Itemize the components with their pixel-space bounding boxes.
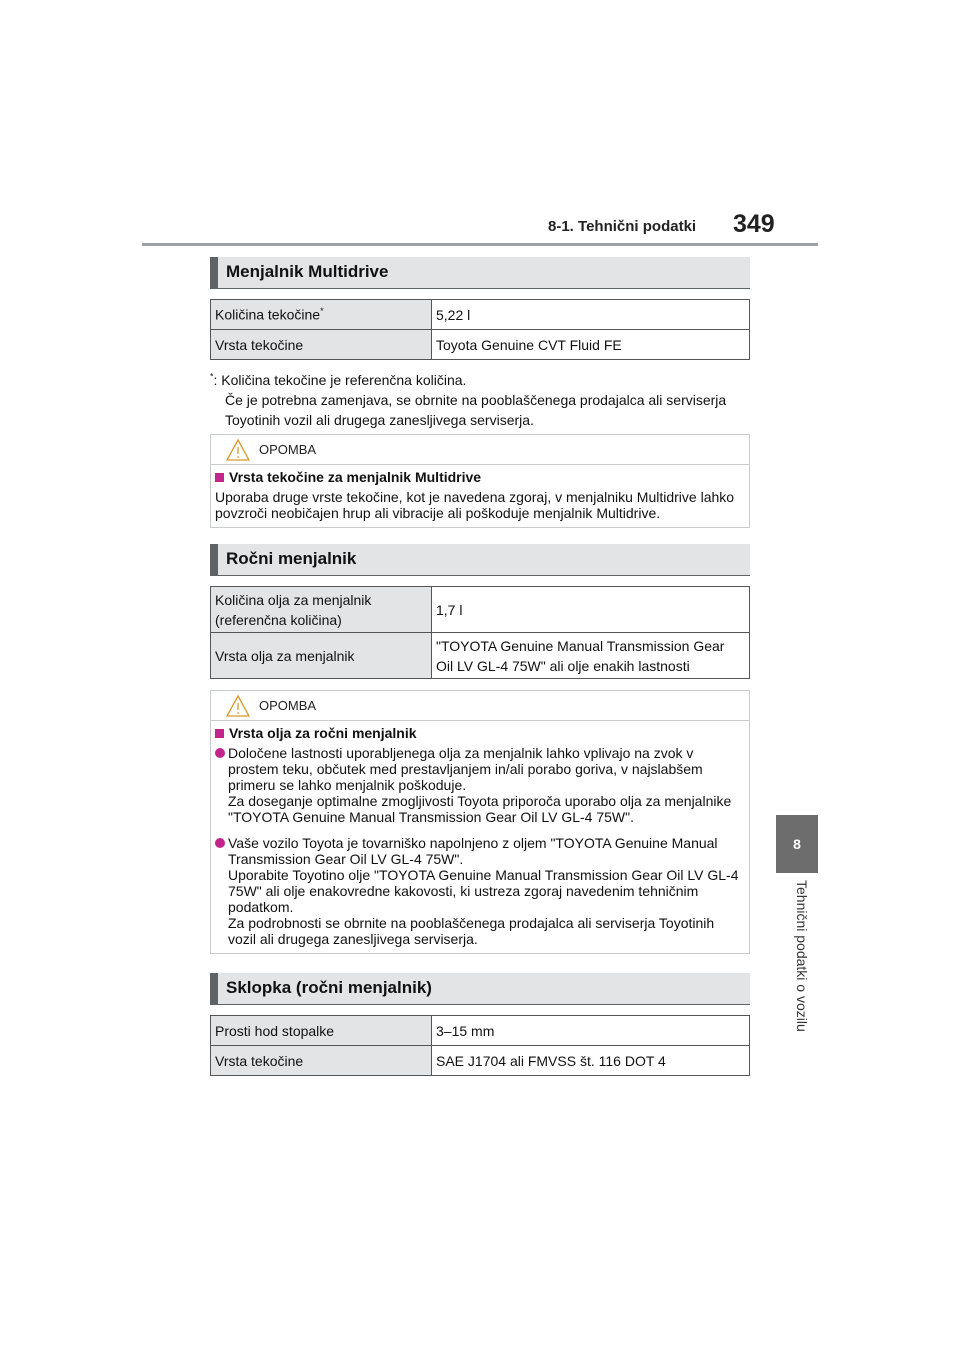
footnote-mark: * xyxy=(320,306,324,317)
page-number: 349 xyxy=(733,210,775,238)
spec-value: 5,22 l xyxy=(432,300,750,330)
table-row xyxy=(211,633,750,679)
caution-label: OPOMBA xyxy=(259,442,317,457)
header-rule xyxy=(142,243,818,246)
caution-text: Uporaba druge vrste tekočine, kot je navedena zgoraj, v menjalniku Multidrive lahko povzroči neobičajen hrup ali vibracije ali poškoduje menjalnik Multidrive. xyxy=(215,489,735,521)
spec-key: Količina olja za menjalnik (referenčna količina) xyxy=(211,587,432,633)
chapter-number: 8 xyxy=(793,836,801,852)
list-item: Vaše vozilo Toyota je tovarniško napolnjeno z oljem "TOYOTA Genuine Manual Transmission Gear Oil LV GL-4 75W". Uporabite Toyotino olje "TOYOTA Genuine Manual Transmission Gear Oil LV GL-4 75W" ali olje enakovredne kakovosti, ki ustreza zgoraj navedenim tehničnim podatkom. Za podrobnosti se obrnite na pooblaščenega prodajalca ali serviserja Toyotinih vozil ali drugega zanesljivega serviserja. xyxy=(215,835,745,947)
caution-subtitle: Vrsta olja za ročni menjalnik xyxy=(215,725,745,741)
footnote: *: Količina tekočine je referenčna količina. Če je potrebna zamenjava, se obrnite na pooblaščenega prodajalca ali serviserja Toyotinih vozil ali drugega zanesljivega serviserja. xyxy=(210,371,727,428)
section-header-manual: Ročni menjalnik xyxy=(210,544,750,576)
spec-key: Prosti hod stopalke xyxy=(211,1016,432,1046)
list-item: Določene lastnosti uporabljenega olja za menjalnik lahko vplivajo na zvok v prostem teku, občutek med prestavljanjem in/ali porabo goriva, v najslabšem primeru se lahko menjalnik poškoduje. Za doseganje optimalne zmogljivosti Toyota priporoča uporabo olja za menjalnike "TOYOTA Genuine Manual Transmission Gear Oil LV GL-4 75W". xyxy=(215,745,745,825)
spec-key: Vrsta tekočine xyxy=(211,1046,432,1076)
table-row xyxy=(211,1016,750,1046)
spec-key: Vrsta olja za menjalnik xyxy=(211,633,432,679)
square-bullet-icon xyxy=(215,473,224,482)
round-bullet-icon xyxy=(215,748,225,758)
square-bullet-icon xyxy=(215,729,224,738)
caution-label: OPOMBA xyxy=(259,698,317,713)
section-header-multidrive: Menjalnik Multidrive xyxy=(210,257,750,289)
spec-key: Vrsta tekočine xyxy=(211,330,432,360)
caution-subtitle: Vrsta tekočine za menjalnik Multidrive xyxy=(215,469,745,485)
spec-value: 1,7 l xyxy=(432,587,750,633)
spec-value: Toyota Genuine CVT Fluid FE xyxy=(432,330,750,360)
round-bullet-icon xyxy=(215,838,225,848)
spec-table-manual xyxy=(210,586,750,679)
section-title: 8-1. Tehnični podatki xyxy=(548,218,697,235)
spec-value: SAE J1704 ali FMVSS št. 116 DOT 4 xyxy=(432,1046,750,1076)
warning-triangle-icon xyxy=(225,694,251,718)
spec-value: "TOYOTA Genuine Manual Transmission Gear Oil LV GL-4 75W" ali olje enakih lastnosti xyxy=(432,633,750,679)
caution-box-manual xyxy=(210,690,750,954)
caution-box-multidrive xyxy=(210,434,750,528)
spec-table-multidrive xyxy=(210,299,750,360)
table-row xyxy=(211,1046,750,1076)
spec-key: Količina tekočine* xyxy=(211,300,432,330)
warning-triangle-icon xyxy=(225,438,251,462)
chapter-tab xyxy=(776,815,818,873)
section-header-clutch: Sklopka (ročni menjalnik) xyxy=(210,973,750,1005)
spec-value: 3–15 mm xyxy=(432,1016,750,1046)
table-row xyxy=(211,300,750,330)
table-row xyxy=(211,587,750,633)
chapter-label: Tehnični podatki o vozilu xyxy=(794,880,810,1032)
spec-table-clutch xyxy=(210,1015,750,1076)
table-row xyxy=(211,330,750,360)
